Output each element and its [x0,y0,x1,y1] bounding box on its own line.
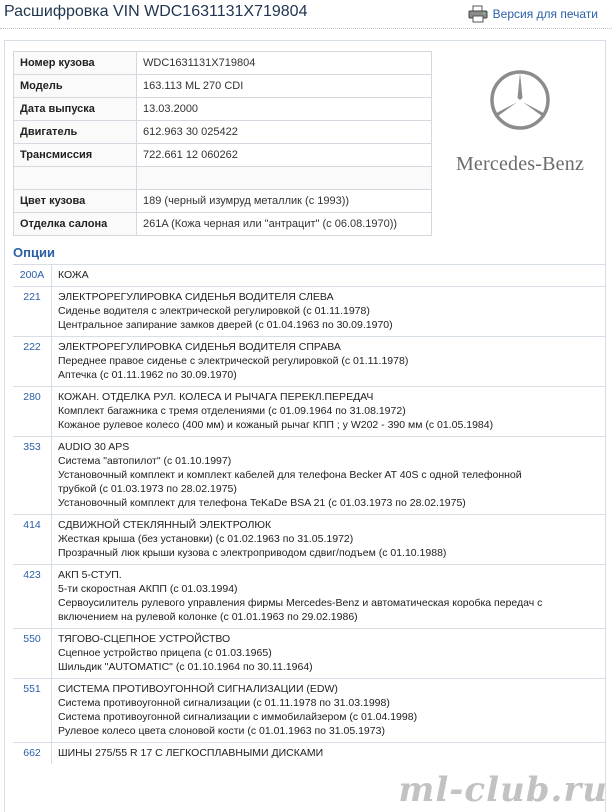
options-heading: Опции [13,245,55,260]
option-detail: Система противоугонной сигнализации с иммобилайзером (с 01.04.1998) [58,711,418,723]
option-title: КОЖАН. ОТДЕЛКА РУЛ. КОЛЕСА И РЫЧАГА ПЕРЕКЛ.ПЕРЕДАЧ [58,391,374,403]
spec-label: Модель [14,75,137,98]
option-detail: Прозрачный люк крыши кузова с электроприводом сдвиг/подъем (с 01.10.1988) [58,547,447,559]
option-description [52,387,606,437]
option-description [52,437,606,515]
vehicle-spec-table [13,51,432,236]
option-title: AUDIO 30 APS [58,441,130,453]
option-code-link[interactable]: 550 [13,629,52,679]
option-description [52,629,606,679]
print-link-label: Версия для печати [492,7,598,21]
brand-name: Mercedes-Benz [455,153,585,175]
option-detail: Переднее правое сиденье с электрической регулировкой (с 01.11.1978) [58,355,409,367]
option-detail: Комплект багажника с тремя отделениями (с 01.09.1964 по 31.08.1972) [58,405,406,417]
option-title: КОЖА [58,269,89,281]
option-code-link[interactable]: 551 [13,679,52,743]
spec-row [14,75,432,98]
spec-value: 612.963 30 025422 [137,121,432,144]
spec-label: Отделка салона [14,213,137,236]
spec-label: Номер кузова [14,52,137,75]
option-detail: Сцепное устройство прицепа (с 01.03.1965) [58,647,272,659]
option-row [13,437,605,515]
option-description [52,515,606,565]
spec-label: Двигатель [14,121,137,144]
option-row [13,515,605,565]
option-title: СИСТЕМА ПРОТИВОУГОННОЙ СИГНАЛИЗАЦИИ (EDW) [58,683,338,695]
option-row [13,387,605,437]
brand-logo [435,69,605,176]
option-code-link[interactable]: 221 [13,287,52,337]
printer-icon [468,5,488,23]
option-detail: Аптечка (с 01.11.1962 по 30.09.1970) [58,369,237,381]
spec-value: 189 (черный изумруд металлик (с 1993)) [137,190,432,213]
option-title: СДВИЖНОЙ СТЕКЛЯННЫЙ ЭЛЕКТРОЛЮК [58,519,272,531]
option-row [13,743,605,765]
page-title: Расшифровка VIN WDC1631131X719804 [4,3,308,20]
option-detail: Кожаное рулевое колесо (400 мм) и кожаный рычаг КПП ; у W202 - 390 мм (с 01.05.1984) [58,419,494,431]
spec-label: Трансмиссия [14,144,137,167]
option-detail: 5-ти скоростная АКПП (с 01.03.1994) [58,583,238,595]
spec-row [14,121,432,144]
option-detail: включением на рулевой колонке (с 01.01.1963 по 29.02.1986) [58,611,358,623]
spec-value [137,167,432,190]
option-title: ЭЛЕКТРОРЕГУЛИРОВКА СИДЕНЬЯ ВОДИТЕЛЯ СЛЕВА [58,291,334,303]
option-detail: Центральное запирание замков дверей (с 01.04.1963 по 30.09.1970) [58,319,393,331]
option-detail: Система "автопилот" (с 01.10.1997) [58,455,232,467]
header-divider [0,28,612,29]
spec-value: 13.03.2000 [137,98,432,121]
option-detail: Жесткая крыша (без установки) (с 01.02.1963 по 31.05.1972) [58,533,354,545]
option-detail: трубкой (с 01.03.1973 по 28.02.1975) [58,483,237,495]
option-code-link[interactable]: 423 [13,565,52,629]
spec-label: Цвет кузова [14,190,137,213]
option-description [52,565,606,629]
spec-row [14,98,432,121]
print-version-link[interactable] [468,5,598,23]
vin-result-panel [4,40,606,812]
spec-label: Дата выпуска [14,98,137,121]
option-code-link[interactable]: 662 [13,743,52,765]
spec-row [14,144,432,167]
spec-value: 722.661 12 060262 [137,144,432,167]
option-detail: Система противоугонной сигнализации (с 01.11.1978 по 31.03.1998) [58,697,390,709]
option-row [13,265,605,287]
option-row [13,287,605,337]
option-detail: Сиденье водителя с электрической регулировкой (с 01.11.1978) [58,305,370,317]
option-description [52,743,606,765]
option-code-link[interactable]: 280 [13,387,52,437]
option-description [52,337,606,387]
option-detail: Установочный комплект для телефона TeKaDe BSA 21 (с 01.03.1973 по 28.02.1975) [58,497,466,509]
option-code-link[interactable]: 353 [13,437,52,515]
option-row [13,679,605,743]
spec-row [14,52,432,75]
option-title: ШИНЫ 275/55 R 17 С ЛЕГКОСПЛАВНЫМИ ДИСКАМИ [58,747,324,759]
option-title: ЭЛЕКТРОРЕГУЛИРОВКА СИДЕНЬЯ ВОДИТЕЛЯ СПРАВА [58,341,341,353]
options-table [13,264,605,764]
option-detail: Сервоусилитель рулевого управления фирмы Mercedes-Benz и автоматическая коробка передач с [58,597,543,609]
option-detail: Установочный комплект и комплект кабелей для телефона Becker AT 40S с одной телефонной [58,469,522,481]
option-description [52,679,606,743]
spec-row-blank [14,167,432,190]
spec-value: 163.113 ML 270 CDI [137,75,432,98]
option-description [52,287,606,337]
option-code-link[interactable]: 222 [13,337,52,387]
option-title: ТЯГОВО-СЦЕПНОЕ УСТРОЙСТВО [58,633,231,645]
option-detail: Рулевое колесо цвета слоновой кости (с 01.01.1963 по 31.05.1973) [58,725,385,737]
option-description [52,265,606,287]
option-row [13,565,605,629]
spec-label [14,167,137,190]
option-title: АКП 5-СТУП. [58,569,122,581]
spec-value: 261A (Кожа черная или "антрацит" (с 06.08.1970)) [137,213,432,236]
spec-row [14,190,432,213]
spec-value: WDC1631131X719804 [137,52,432,75]
option-row [13,337,605,387]
option-row [13,629,605,679]
option-code-link[interactable]: 414 [13,515,52,565]
option-code-link[interactable]: 200A [13,265,52,287]
option-detail: Шильдик "AUTOMATIC" (с 01.10.1964 по 30.11.1964) [58,661,313,673]
mercedes-star-icon [489,69,551,131]
site-watermark: ml-club.ru [398,770,608,810]
spec-row [14,213,432,236]
